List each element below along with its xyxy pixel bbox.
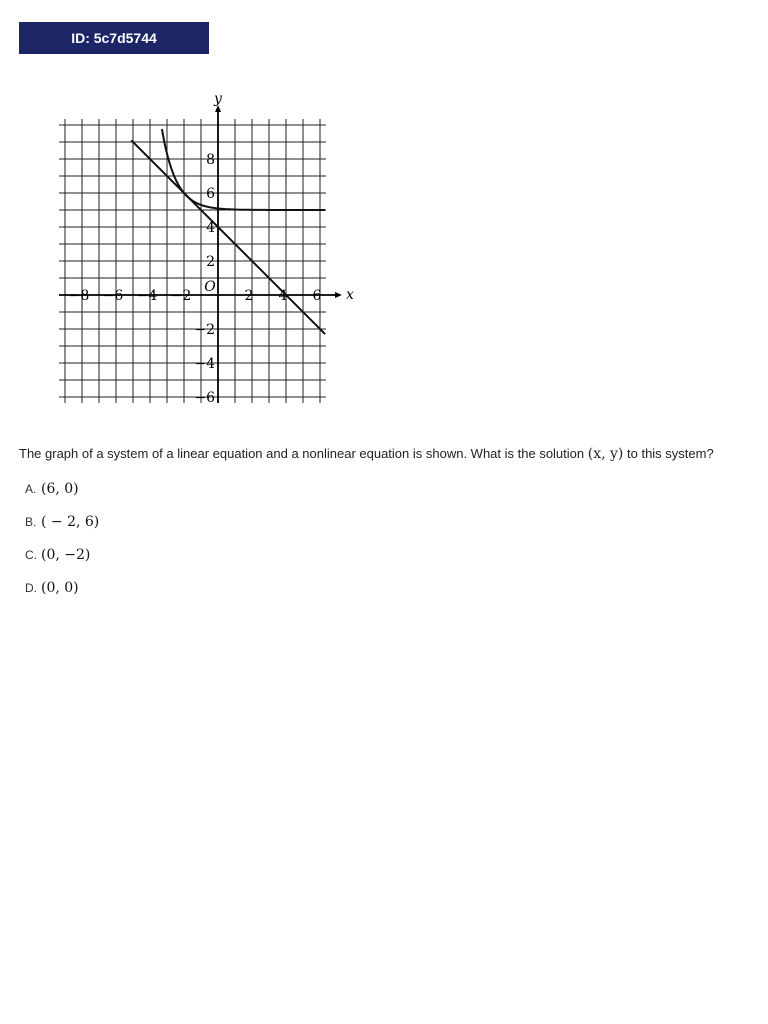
x-tick-label: −8 [68,288,90,304]
choice-letter: C. [25,547,37,562]
y-tick-label: 6 [206,186,215,202]
origin-label: O [204,279,216,295]
question-text-before: The graph of a system of a linear equation and a nonlinear equation is shown. What is the solution [19,446,588,461]
choice-value: ( − 2, 6) [41,513,100,530]
tick-labels [69,91,354,406]
x-tick-label: −4 [136,288,158,304]
choice-a[interactable] [25,472,99,505]
choice-letter: D. [25,580,37,595]
choice-d[interactable] [25,571,99,604]
choice-b[interactable] [25,505,99,538]
question-prompt [19,445,759,463]
y-tick-label: 4 [206,220,215,236]
x-tick-label: −2 [170,288,192,304]
grid [59,119,326,403]
x-axis-label: x [346,287,354,303]
linear-line [131,140,325,334]
answer-choices [25,472,99,604]
question-id-badge [19,22,209,54]
question-text-after: to this system? [623,446,714,461]
x-tick-label: 6 [312,288,322,304]
y-axis-label: y [214,91,222,107]
choice-letter: B. [25,514,37,529]
choice-value: (0, −2) [41,546,91,563]
choice-value: (0, 0) [41,579,79,596]
x-axis-arrow [335,292,342,298]
y-tick-label: 8 [206,152,215,168]
question-id-label: ID: 5c7d5744 [71,30,157,46]
x-tick-label: 4 [278,288,288,304]
y-tick-label: 2 [206,254,215,270]
choice-value: (6, 0) [41,480,79,497]
nonlinear-curve [162,129,325,210]
question-math: (x, y) [587,446,624,462]
x-tick-label: −6 [102,288,124,304]
choice-letter: A. [25,481,37,496]
y-tick-label: −4 [194,356,215,372]
y-tick-label: −6 [194,390,215,406]
y-tick-label: −2 [194,322,215,338]
system-graph [40,91,354,410]
choice-c[interactable] [25,538,99,571]
x-tick-label: 2 [244,288,254,304]
